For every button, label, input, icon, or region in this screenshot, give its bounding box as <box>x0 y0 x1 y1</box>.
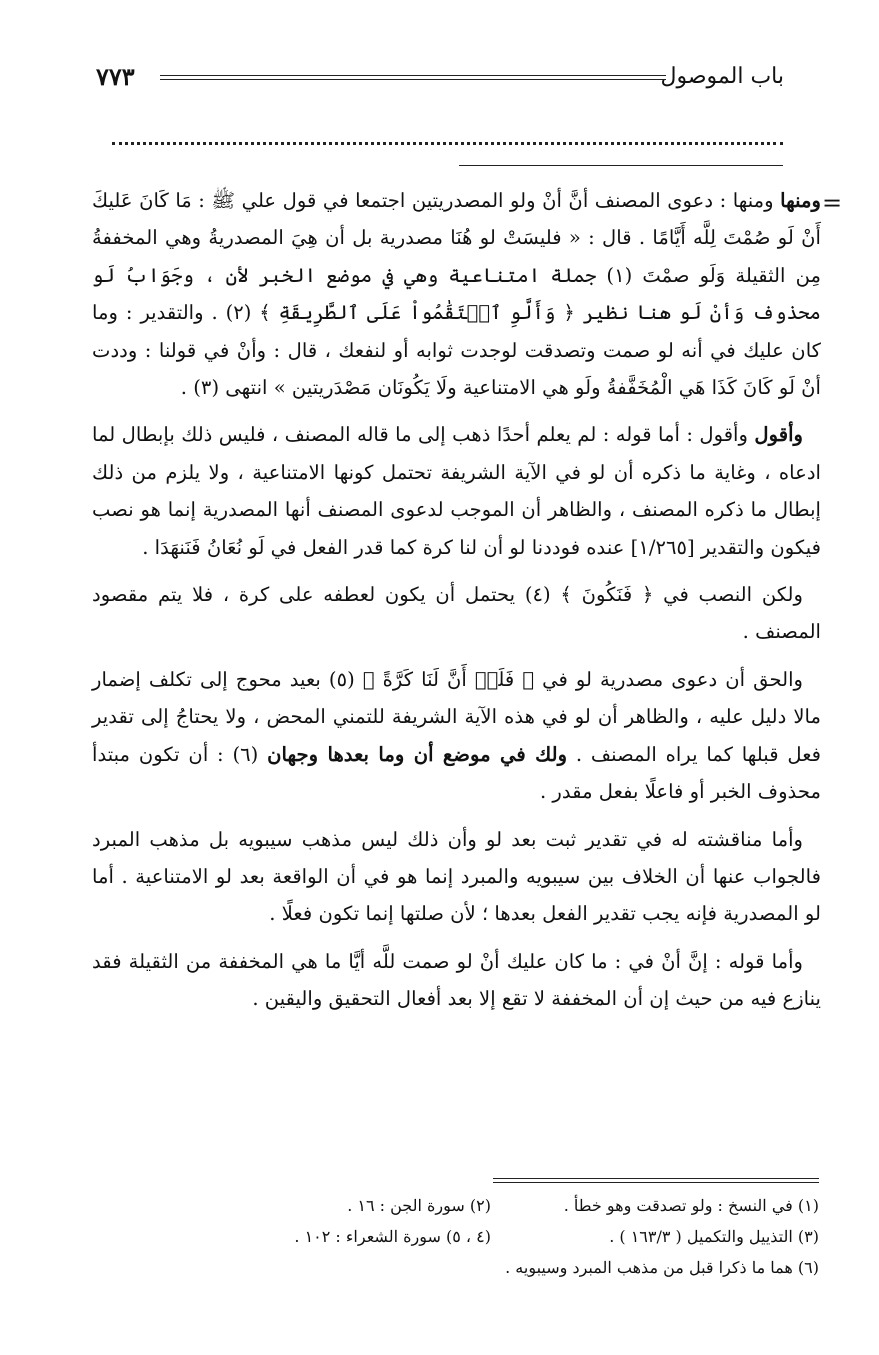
paragraph-text: والحق أن دعوى مصدرية لو في ﴿ فَلَوۡ أَنَّ لَنَا كَرَّةً ﴾ (٥) بعيد محوج إلى تكلف إضمار مالا دليل عليه ، والظاهر أن لو في هذه الآية الشريفة للتمني المحض ، ولا يحتاجُ إلى تقدير فعل قبلها كما يراه المصنف . <box>92 667 822 766</box>
header-double-rule <box>160 75 666 80</box>
footnote-ref: (٦) <box>232 742 259 766</box>
paragraph-1 <box>92 182 821 406</box>
continuation-rule <box>459 165 783 166</box>
paragraph-lead: ومنها <box>780 189 822 212</box>
footnote-4-5: (٤ ، ٥) سورة الشعراء : ١٠٢ . <box>294 1227 491 1246</box>
footnote-row <box>150 1221 819 1252</box>
paragraph-2 <box>92 416 821 566</box>
paragraph-3 <box>92 576 821 651</box>
main-text <box>92 182 821 1028</box>
footnote-1: (١) في النسخ : ولو تصدقت وهو خطأ . <box>563 1196 819 1215</box>
chapter-title: باب الموصول <box>660 64 784 89</box>
paragraph-text: وأما مناقشته له في تقدير ثبت بعد لو وأن ذلك ليس مذهب سيبويه بل مذهب المبرد فالجواب عنها أن الخلاف بين سيبويه والمبرد إنما هو في أن الواقعة بعد لو الامتناعية . أما لو المصدرية فإنه يجب تقدير الفعل بعدها ؛ لأن صلتها إنما تكون فعلًا . <box>92 827 821 926</box>
continuation-mark: = <box>822 189 843 217</box>
paragraph-text: ولكن النصب في ﴿ فَنَكُونَ ﴾ (٤) يحتمل أن يكون لعطفه على كرة ، فلا يتم مقصود المصنف . <box>92 583 821 644</box>
paragraph-lead: وأقول <box>754 423 803 447</box>
page-number: ٧٧٣ <box>96 62 135 91</box>
paragraph-4 <box>92 661 821 811</box>
footnote-rule <box>493 1178 819 1183</box>
footnote-3: (٣) التذييل والتكميل ( ١٦٣/٣ ) . <box>609 1227 819 1246</box>
footnote-row <box>150 1252 819 1283</box>
footnotes <box>150 1190 819 1283</box>
paragraph-text: ومنها : دعوى المصنف أنَّ أنْ ولو المصدريتين اجتمعا في قول علي ﷺ : مَا كَانَ عَليكَ أَنْ لَو صُمْتَ لِلَّه أَيَّامًا . قال : « فليسَتْ لو هُنَا مصدرية بل أن هِيَ المصدريةُ وهي المخففةُ مِن الثقيلة وَلَو صمْتَ (١) جملة امتناعية وهي في موضع الخبر لأن ، وجَوَابُ لَو محذوف وَأنْ لَو هنا نظير ﴿ وَأَلَّوِ ٱسۡتَقَٰمُواْ عَلَى ٱلطَّرِيقَةِ ﴾ (٢) . والتقدير : وما كان عليك في أنه لو صمت وتصدقت لوجدت ثوابه أو لنفعك ، قال : وأنْ في قولنا : وددت أنْ لَو كَانَ كَذَا هَي الْمُخَفَّفةُ ولَو هي الامتناعية ولَا يَكُونَان مَصْدَريتين » انتهى (٣) . <box>92 189 821 400</box>
footnote-2: (٢) سورة الجن : ١٦ . <box>347 1196 491 1215</box>
footnote-6: (٦) هما ما ذكرا قبل من مذهب المبرد وسيبويه . <box>505 1258 819 1277</box>
running-header <box>96 62 784 92</box>
footnote-row <box>150 1190 819 1221</box>
paragraph-6 <box>92 943 821 1018</box>
paragraph-text: وأقول : أما قوله : لم يعلم أحدًا ذهب إلى ما قاله المصنف ، فليس ذلك بإبطال لما ادعاه ، وغاية ما ذكره أن لو في الآية الشريفة تحتمل كونها الامتناعية ، ولا يلزم من ذلك إبطال ما ذكره المصنف ، والظاهر أن الموجب لدعوى المصنف أنها المصدرية إنما هو نصب فيكون والتقدير [١/٢٦٥] عنده فوددنا لو أن لنا كرة كما قدر الفعل في لَو نُعَانُ فَنَنهَدَا . <box>92 423 821 559</box>
paragraph-5 <box>92 821 821 933</box>
paragraph-text: وأما قوله : إنَّ أنْ في : ما كان عليك أنْ لو صمت للَّه أيَّا ما هي المخففة من الثقيلة فقد ينازع فيه من حيث إن أن المخففة لا تقع إلا بعد أفعال التحقيق واليقين . <box>92 949 821 1011</box>
dotted-separator <box>112 142 783 145</box>
quoted-author-text: ولك في موضع أن وما بعدها وجهان <box>267 742 568 766</box>
paragraph-tail: : أن تكون مبتدأ محذوف الخبر أو فاعلًا بفعل مقدر . <box>92 742 821 804</box>
